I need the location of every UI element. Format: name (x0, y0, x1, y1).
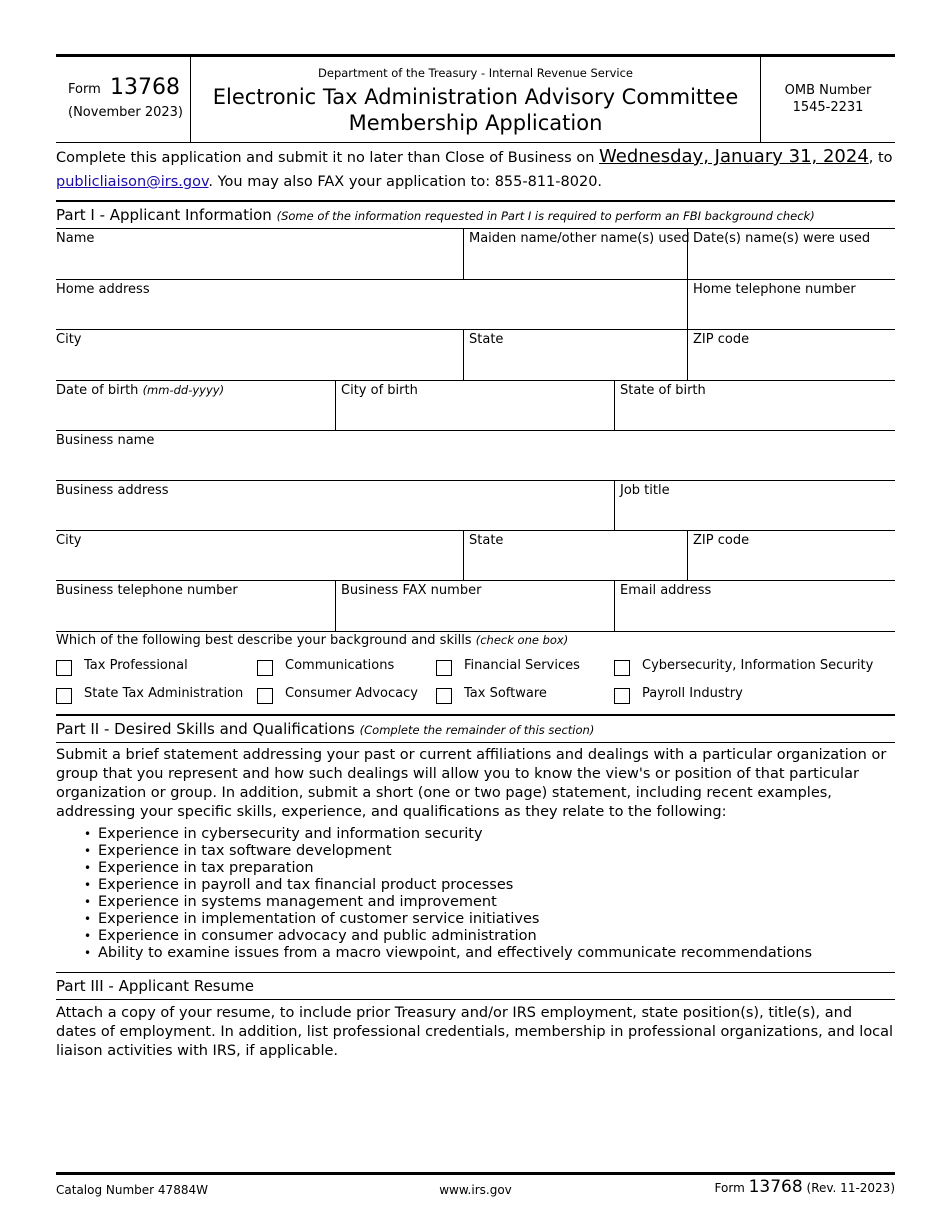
skills-question-text: Which of the following best describe your background and skills (56, 633, 472, 648)
maiden-name-cell (463, 229, 690, 279)
list-item: • Experience in payroll and tax financial product processes (84, 877, 812, 894)
checkbox-payroll-industry[interactable] (614, 688, 630, 704)
dob-input[interactable] (56, 402, 335, 430)
business-phone-input[interactable] (56, 603, 335, 631)
dates-used-label: Date(s) name(s) were used (693, 231, 871, 246)
part2-note: (Complete the remainder of this section) (359, 723, 595, 737)
dob-hint: (mm-dd-yyyy) (142, 383, 225, 397)
dob-label-text: Date of birth (56, 383, 139, 398)
footer-form-word: Form (714, 1181, 745, 1195)
intro-lead: Complete this application and submit it no later than Close of Business on (56, 150, 599, 166)
row-name (56, 229, 895, 280)
business-name-label: Business name (56, 433, 155, 448)
business-fax-label: Business FAX number (341, 583, 482, 598)
maiden-name-label: Maiden name/other name(s) used (469, 231, 690, 246)
list-item: • Experience in implementation of customer service initiatives (84, 911, 812, 928)
city-of-birth-cell (335, 381, 614, 430)
omb-label: OMB Number (784, 83, 872, 98)
row-business-name (56, 431, 895, 481)
email-label: Email address (620, 583, 712, 598)
business-address-label: Business address (56, 483, 169, 498)
business-state-label: State (469, 533, 504, 548)
name-input[interactable] (56, 251, 463, 279)
part1-note: (Some of the information requested in Part I is required to perform an FBI background check) (276, 209, 815, 223)
title-line-1: Electronic Tax Administration Advisory Committee (212, 85, 739, 109)
business-state-input[interactable] (464, 552, 687, 580)
business-address-cell (56, 481, 614, 530)
checkbox-financial-services[interactable] (436, 660, 452, 676)
row-business-contact (56, 581, 895, 632)
email-cell (614, 581, 896, 631)
row-home-address (56, 280, 895, 330)
checkbox-cybersecurity[interactable] (614, 660, 630, 676)
zip-input[interactable] (688, 352, 896, 380)
business-city-input[interactable] (56, 552, 463, 580)
row-birth (56, 381, 895, 431)
omb-info (761, 82, 895, 116)
checkbox-consumer-advocacy[interactable] (257, 688, 273, 704)
skills-hint: (check one box) (475, 633, 569, 647)
email-input[interactable] (615, 603, 896, 631)
state-cell (463, 330, 687, 380)
footer-revision: (Rev. 11-2023) (806, 1181, 895, 1195)
checkbox-tax-software[interactable] (436, 688, 452, 704)
zip-cell (687, 330, 896, 380)
title-line-2: Membership Application (348, 111, 603, 135)
name-label: Name (56, 231, 95, 246)
dob-label (56, 383, 224, 398)
home-address-label: Home address (56, 282, 150, 297)
omb-number: 1545-2231 (792, 100, 864, 115)
part3-title: Part III - Applicant Resume (56, 977, 254, 995)
deadline-date: Wednesday, January 31, 2024 (599, 146, 869, 167)
business-fax-cell (335, 581, 614, 631)
state-label: State (469, 332, 504, 347)
business-fax-input[interactable] (336, 603, 614, 631)
business-zip-label: ZIP code (693, 533, 750, 548)
form-header (56, 54, 895, 143)
state-of-birth-label: State of birth (620, 383, 706, 398)
state-input[interactable] (464, 352, 687, 380)
zip-label: ZIP code (693, 332, 750, 347)
part3-paragraph: Attach a copy of your resume, to include prior Treasury and/or IRS employment, state position(s), title(s), and dates of employment. In addition, list professional credentials, membership in professional organizations, and local liaison activities with IRS, if applicable. (56, 1005, 894, 1059)
form-label: Form (68, 82, 101, 97)
business-address-input[interactable] (56, 502, 614, 530)
business-name-cell (56, 431, 895, 480)
maiden-name-input[interactable] (464, 251, 687, 279)
catalog-number: Catalog Number 47884W (56, 1183, 208, 1197)
city-label: City (56, 332, 82, 347)
part2-paragraph: Submit a brief statement addressing your past or current affiliations and dealings with a particular organization or group that you represent and how such dealings will allow you to know the view's or position of that particular organization or group. In addition, submit a short (one or two page) statement, including recent examples, addressing your specific skills, experience, and qualifications as they relate to the following: (56, 747, 887, 820)
list-item: • Ability to examine issues from a macro viewpoint, and effectively communicate recommendations (84, 945, 812, 962)
form-footer (56, 1172, 895, 1205)
business-city-cell (56, 531, 463, 580)
home-phone-cell (687, 280, 896, 329)
skill-label: Tax Software (464, 686, 547, 701)
skills-question (56, 633, 568, 648)
list-item: • Experience in consumer advocacy and public administration (84, 928, 812, 945)
dob-cell (56, 381, 335, 430)
skill-label: Communications (285, 658, 395, 673)
part1-header (56, 200, 895, 229)
part2-title: Part II - Desired Skills and Qualifications (56, 720, 355, 738)
intro-text (56, 145, 896, 194)
business-name-input[interactable] (56, 452, 895, 480)
row-business-city (56, 531, 895, 581)
part1-title: Part I - Applicant Information (56, 206, 272, 224)
home-phone-input[interactable] (688, 301, 896, 329)
job-title-input[interactable] (615, 502, 896, 530)
list-item: • Experience in tax software development (84, 843, 812, 860)
footer-form-number: 13768 (748, 1177, 803, 1197)
intro-to: , to (868, 150, 893, 166)
list-item: • Experience in cybersecurity and information security (84, 826, 812, 843)
home-address-input[interactable] (56, 301, 687, 329)
job-title-label: Job title (620, 483, 670, 498)
list-item: • Experience in systems management and improvement (84, 894, 812, 911)
email-link[interactable]: publicliaison@irs.gov (56, 174, 209, 190)
skill-label: Consumer Advocacy (285, 686, 418, 701)
row-home-city (56, 330, 895, 381)
checkbox-communications[interactable] (257, 660, 273, 676)
business-phone-cell (56, 581, 335, 631)
business-state-cell (463, 531, 687, 580)
city-input[interactable] (56, 352, 463, 380)
footer-form-id (715, 1177, 895, 1197)
form-date: (November 2023) (68, 105, 183, 120)
state-of-birth-cell (614, 381, 896, 430)
form-number: 13768 (110, 75, 180, 100)
qualifications-list (84, 826, 812, 962)
city-of-birth-input[interactable] (336, 402, 614, 430)
business-phone-label: Business telephone number (56, 583, 238, 598)
skill-label: Cybersecurity, Information Security (642, 658, 874, 673)
form-title (190, 84, 761, 136)
skill-label: Payroll Industry (642, 686, 743, 701)
business-zip-cell (687, 531, 896, 580)
job-title-cell (614, 481, 896, 530)
business-city-label: City (56, 533, 82, 548)
skill-label: Tax Professional (84, 658, 188, 673)
website: www.irs.gov (439, 1183, 512, 1197)
state-of-birth-input[interactable] (615, 402, 896, 430)
part2-header (56, 714, 895, 743)
city-cell (56, 330, 463, 380)
dates-used-cell (687, 229, 896, 279)
row-business-address (56, 481, 895, 531)
intro-fax: . You may also FAX your application to: 855-811-8020. (208, 174, 603, 190)
list-item: • Experience in tax preparation (84, 860, 812, 877)
city-of-birth-label: City of birth (341, 383, 418, 398)
home-address-cell (56, 280, 687, 329)
skill-label: State Tax Administration (84, 686, 244, 701)
checkbox-state-tax-administration[interactable] (56, 688, 72, 704)
department-name: Department of the Treasury - Internal Revenue Service (318, 66, 633, 80)
part3-header (56, 972, 895, 1000)
dates-used-input[interactable] (688, 251, 896, 279)
skill-label: Financial Services (464, 658, 580, 673)
name-cell (56, 229, 463, 279)
checkbox-tax-professional[interactable] (56, 660, 72, 676)
business-zip-input[interactable] (688, 552, 896, 580)
form-id-box (56, 57, 191, 142)
home-phone-label: Home telephone number (693, 282, 856, 297)
